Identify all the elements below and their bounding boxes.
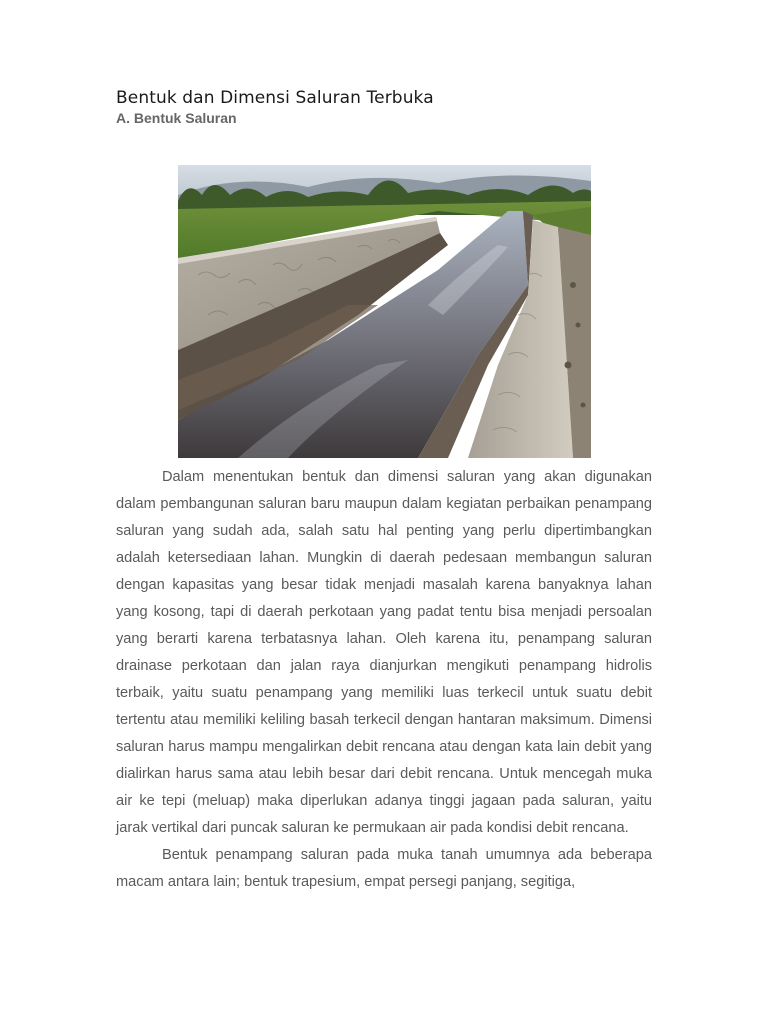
- section-heading: A. Bentuk Saluran: [116, 110, 237, 126]
- paragraph-1: Dalam menentukan bentuk dan dimensi saluran yang akan digunakan dalam pembangunan saluran baru maupun dalam kegiatan perbaikan penampang saluran yang sudah ada, salah satu hal penting yang perlu dipertimbangkan adalah ketersediaan lahan. Mungkin di daerah pedesaan membangun saluran dengan kapasitas yang besar tidak menjadi masalah karena banyaknya lahan yang kosong, tapi di daerah perkotaan yang padat tentu bisa menjadi persoalan yang berarti karena terbatasnya lahan. Oleh karena itu, penampang saluran drainase perkotaan dan jalan raya dianjurkan mengikuti penampang hidrolis terbaik, yaitu suatu penampang yang memiliki luas terkecil untuk suatu debit tertentu atau memiliki keliling basah terkecil dengan hantaran maksimum. Dimensi saluran harus mampu mengalirkan debit rencana atau dengan kata lain debit yang dialirkan harus sama atau lebih besar dari debit rencana. Untuk mencegah muka air ke tepi (meluap) maka diperlukan adanya tinggi jagaan pada saluran, yaitu jarak vertikal dari puncak saluran ke permukaan air pada kondisi debit rencana.: [116, 469, 652, 836]
- document-title: Bentuk dan Dimensi Saluran Terbuka: [116, 88, 434, 108]
- paragraph-2: Bentuk penampang saluran pada muka tanah umumnya ada beberapa macam antara lain; bentuk trapesium, empat persegi panjang, segitiga,: [116, 847, 652, 890]
- canal-photo: [178, 165, 591, 458]
- body-text: [116, 464, 652, 896]
